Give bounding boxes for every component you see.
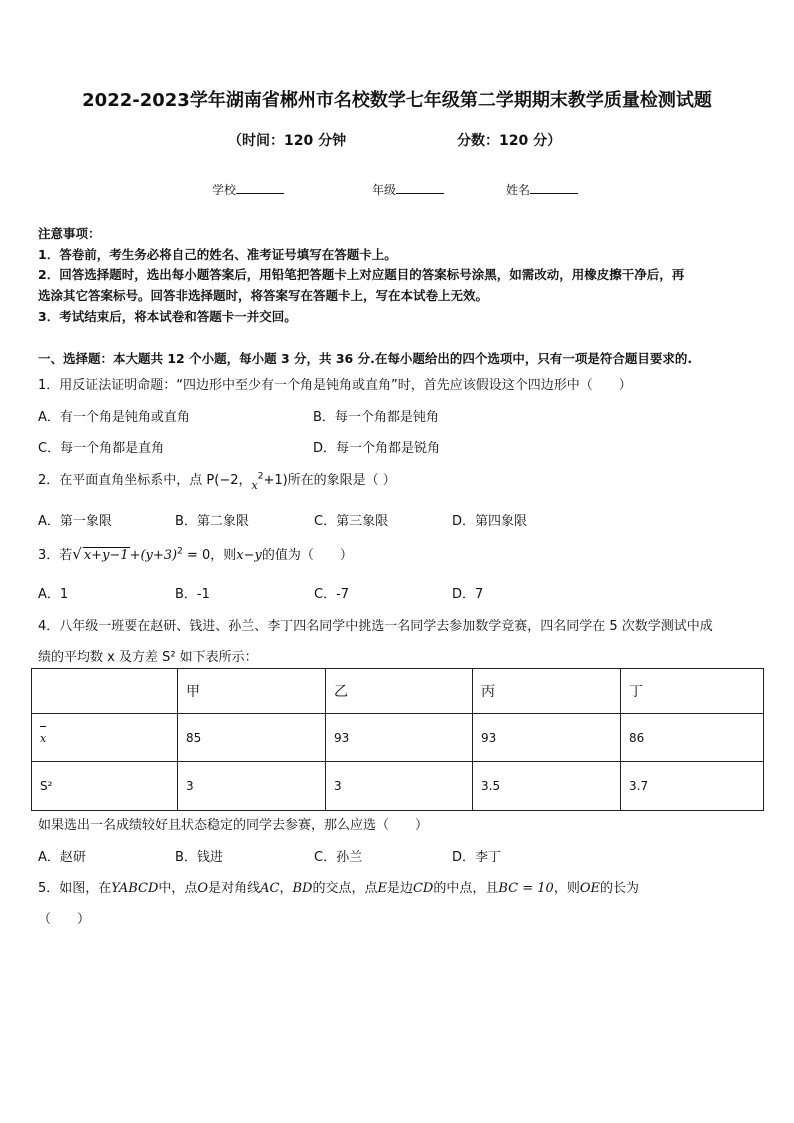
- q5-segment-bd: BD: [292, 881, 313, 896]
- grade-field: [372, 181, 444, 198]
- name-field: [506, 181, 578, 198]
- q5-text: 中，点: [158, 881, 198, 896]
- q2-option-a: A．第一象限: [38, 514, 112, 529]
- q5-bc-value: BC = 10: [498, 881, 554, 896]
- notice-item: 1．答卷前，考生务必将自己的姓名、准考证号填写在答题卡上。: [38, 247, 397, 262]
- table-header-cell: 甲: [178, 669, 326, 714]
- table-header-row: [32, 669, 764, 714]
- q3-expression: x−y: [236, 548, 262, 563]
- table-row: [32, 762, 764, 811]
- question-4-prompt: 如果选出一名成绩较好且状态稳定的同学去参赛，那么应选（ ）: [38, 818, 429, 833]
- table-cell: 85: [178, 714, 326, 762]
- notice-item: 3．考试结束后，将本试卷和答题卡一并交回。: [38, 309, 297, 324]
- q2-text-post: +1)所在的象限是（ ）: [263, 473, 396, 488]
- q2-exponent: 2: [257, 471, 264, 482]
- table-cell: 3.5: [473, 762, 621, 811]
- table-cell: 93: [326, 714, 473, 762]
- q5-point-o: O: [197, 881, 209, 896]
- q4-option-c: C．孙兰: [314, 850, 363, 865]
- table-header-cell: 丙: [473, 669, 621, 714]
- q1-option-b: B．每一个角都是钝角: [313, 410, 439, 425]
- question-4-line-2: 绩的平均数 x 及方差 S² 如下表所示：: [38, 650, 258, 665]
- question-3: [38, 544, 353, 563]
- school-field: [212, 181, 284, 198]
- q1-option-a: A．有一个角是钝角或直角: [38, 410, 190, 425]
- q5-text: 的交点，点: [312, 881, 378, 896]
- q1-option-d: D．每一个角都是锐角: [313, 441, 441, 456]
- name-label: 姓名: [506, 183, 531, 197]
- exam-time: （时间：120 分钟: [228, 133, 347, 149]
- q2-var-x: x: [251, 479, 258, 492]
- q5-point-e: E: [377, 881, 387, 896]
- q1-option-c: C．每一个角都是直角: [38, 441, 165, 456]
- q5-text: 是对角线: [208, 881, 261, 896]
- grade-label: 年级: [372, 183, 397, 197]
- name-blank: [530, 182, 578, 194]
- q3-radicand: x+y−1: [83, 548, 129, 563]
- table-cell: 3: [178, 762, 326, 811]
- table-cell: 86: [621, 714, 764, 762]
- page-title: 2022-2023学年湖南省郴州市名校数学七年级第二学期期末教学质量检测试题: [82, 90, 712, 111]
- q5-segment-ac: AC: [260, 881, 280, 896]
- radical-sign-icon: √: [72, 545, 82, 563]
- q3-text-post: 的值为（ ）: [261, 548, 353, 563]
- table-cell: 3: [326, 762, 473, 811]
- table-row-label: [32, 714, 178, 762]
- table-row: [32, 714, 764, 762]
- q5-text: ，则: [553, 881, 580, 896]
- q3-exponent: 2: [177, 546, 183, 557]
- exam-score: 分数：120 分）: [457, 133, 562, 149]
- q5-text: 的长为: [600, 881, 640, 896]
- q5-segment-cd: CD: [412, 881, 434, 896]
- q3-option-b: B．-1: [175, 587, 210, 602]
- question-4-line-1: 4．八年级一班要在赵研、钱进、孙兰、李丁四名同学中挑选一名同学去参加数学竞赛，四名同学在 5 次数学测试中成: [38, 619, 713, 634]
- table-header-cell: 乙: [326, 669, 473, 714]
- q4-option-b: B．钱进: [175, 850, 223, 865]
- q2-option-b: B．第二象限: [175, 514, 249, 529]
- mean-symbol: x: [40, 731, 47, 745]
- notice-item: 2．回答选择题时，选出每小题答案后，用铅笔把答题卡上对应题目的答案标号涂黑，如需改动，用橡皮擦干净后，再: [38, 267, 685, 282]
- score-table: [31, 668, 764, 811]
- q5-text: 5．如图，在: [38, 881, 112, 896]
- notice-heading: 注意事项：: [38, 226, 101, 241]
- table-header-cell: [32, 669, 178, 714]
- notice-item: 选涂其它答案标号。回答非选择题时，将答案写在答题卡上，写在本试卷上无效。: [38, 288, 489, 303]
- q5-text: 是边: [386, 881, 413, 896]
- q2-text-pre: 2．在平面直角坐标系中，点 P(−2，: [38, 473, 252, 488]
- q2-option-d: D．第四象限: [452, 514, 528, 529]
- section-heading: 一、选择题：本大题共 12 个小题，每小题 3 分，共 36 分.在每小题给出的四个选项中，只有一项是符合题目要求的.: [38, 351, 693, 366]
- q3-option-d: D．7: [452, 587, 484, 602]
- q3-option-c: C．-7: [314, 587, 350, 602]
- q5-text: 的中点，且: [433, 881, 499, 896]
- question-5-answer: （ ）: [38, 912, 91, 927]
- q5-segment-oe: OE: [579, 881, 600, 896]
- grade-blank: [396, 182, 444, 194]
- q4-option-a: A．赵研: [38, 850, 86, 865]
- table-row-label: S²: [32, 762, 178, 811]
- q4-option-d: D．李丁: [452, 850, 502, 865]
- q2-option-c: C．第三象限: [314, 514, 389, 529]
- question-2: [38, 469, 396, 492]
- table-cell: 3.7: [621, 762, 764, 811]
- table-header-cell: 丁: [621, 669, 764, 714]
- table-cell: 93: [473, 714, 621, 762]
- q5-parallelogram: YABCD: [111, 881, 159, 896]
- school-blank: [236, 182, 284, 194]
- q5-text: ，: [279, 881, 293, 896]
- question-1: 1．用反证法证明命题：“四边形中至少有一个角是钝角或直角”时，首先应该假设这个四边形中（ ）: [38, 378, 632, 393]
- q3-option-a: A．1: [38, 587, 69, 602]
- question-5: [38, 877, 639, 896]
- q3-square-term: +(y+3): [129, 548, 178, 563]
- q3-text-pre: 3．若: [38, 548, 73, 563]
- q3-equals: = 0，则: [182, 548, 237, 563]
- school-label: 学校: [212, 183, 237, 197]
